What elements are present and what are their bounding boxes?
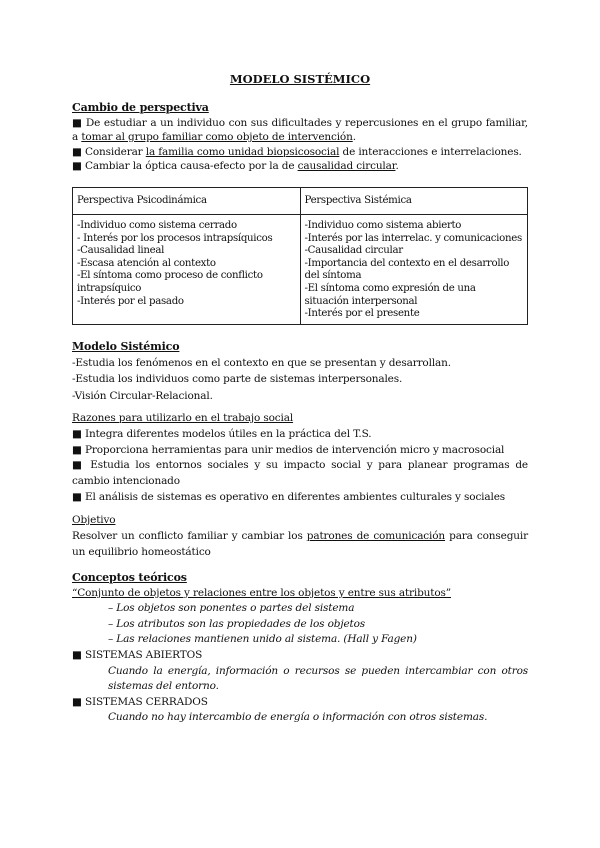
objetivo-text-underlined: patrones de comunicación [306, 529, 446, 542]
cambio-bullet-3-end: . [395, 160, 399, 173]
table-item: -El síntoma como proceso de conflicto [77, 270, 263, 282]
page-title: MODELO SISTÉMICO [229, 72, 371, 86]
conceptos-definition: “Conjunto de objetos y relaciones entre los objetos y entre sus atributos” [72, 586, 451, 599]
list-item: ■ Estudia los entornos sociales y su impacto social y para planear programas de cambio intencionado [72, 459, 528, 488]
table-header-sistemica: Perspectiva Sistémica [300, 188, 528, 215]
list-item: ■ Integra diferentes modelos útiles en la práctica del T.S. [72, 427, 372, 440]
objetivo-text-end: para conseguir un equilibrio homeostático [72, 529, 528, 558]
table-item: -Individuo como sistema cerrado [77, 220, 237, 231]
list-item: -Estudia los individuos como parte de sistemas interpersonales. [72, 373, 403, 386]
list-item: -Visión Circular-Relacional. [72, 389, 213, 402]
objetivo-section [72, 513, 528, 560]
table-item: del síntoma [304, 270, 362, 282]
cambio-bullet-3-text: ■ Cambiar la óptica causa-efecto por la de [72, 160, 298, 173]
cambio-bullet-3 [72, 159, 528, 174]
objetivo-text [72, 529, 528, 561]
modelo-section [72, 339, 528, 404]
cambio-bullet-1-text: ■ De estudiar a un individuo con sus dificultades y repercusiones en el grupo familiar, a [72, 116, 528, 144]
table-cell-sistemica [300, 215, 528, 325]
table-item: -El síntoma como expresión de una [304, 282, 476, 294]
modelo-heading: Modelo Sistémico [72, 340, 180, 353]
list-item: ■ El análisis de sistemas es operativo en diferentes ambientes culturales y sociales [72, 490, 505, 503]
list-item: – Los objetos son ponentes o partes del sistema [108, 602, 355, 615]
table-item: -Escasa atención al contexto [77, 257, 216, 269]
table-item: -Interés por el pasado [77, 295, 184, 307]
list-item: – Los atributos son las propiedades de los objetos [108, 617, 365, 630]
sistemas-cerrados-label: ■ SISTEMAS CERRADOS [72, 695, 208, 708]
table-item: -Causalidad lineal [77, 245, 165, 257]
perspectiva-table [72, 187, 528, 325]
table-header-row [73, 188, 528, 215]
cambio-bullet-2 [72, 145, 528, 160]
cambio-bullet-1-underlined: tomar al grupo familiar como objeto de intervención [81, 131, 353, 144]
cambio-bullet-1 [72, 116, 528, 145]
conceptos-heading: Conceptos teóricos [72, 571, 187, 584]
table-cell-psicodinamica [73, 215, 301, 325]
cambio-heading: Cambio de perspectiva [72, 101, 209, 114]
table-item: -Individuo como sistema abierto [304, 220, 462, 231]
table-item: -Causalidad circular [304, 245, 403, 257]
razones-section [72, 411, 528, 506]
table-item: -Importancia del contexto en el desarrollo [304, 257, 510, 269]
table-body-row [73, 215, 528, 325]
list-item: -Estudia los fenómenos en el contexto en que se presentan y desarrollan. [72, 357, 451, 370]
sistemas-abiertos-label: ■ SISTEMAS ABIERTOS [72, 648, 203, 661]
cambio-bullet-1-end: . [352, 131, 356, 144]
cambio-bullet-3-underlined: causalidad circular [297, 160, 396, 173]
sistemas-abiertos-text: Cuando la energía, información o recursos se pueden intercambiar con otros sistemas del entorno. [108, 664, 528, 693]
conceptos-section [72, 570, 528, 726]
table-item: - Interés por los procesos intrapsíquicos [77, 232, 273, 244]
table-header-psicodinamica: Perspectiva Psicodinámica [73, 188, 301, 215]
cambio-bullet-2-text: ■ Considerar [72, 145, 146, 158]
cambio-section [72, 101, 528, 174]
perspectiva-table-wrapper [72, 187, 528, 325]
table-item: -Interés por las interrelac. y comunicaciones [304, 232, 522, 244]
table-item: -Interés por el presente [304, 308, 420, 320]
list-item: ■ Proporciona herramientas para unir medios de intervención micro y macrosocial [72, 443, 505, 456]
table-item: intrapsíquico [77, 282, 142, 294]
cambio-bullet-2-end: de interacciones e interrelaciones. [339, 145, 522, 158]
objetivo-text-pre: Resolver un conflicto familiar y cambiar los [72, 529, 307, 542]
sistemas-cerrados-text: Cuando no hay intercambio de energía o información con otros sistemas. [108, 711, 488, 724]
objetivo-heading: Objetivo [72, 514, 116, 526]
cambio-bullet-2-underlined: la familia como unidad biopsicosocial [145, 145, 340, 158]
table-item: situación interpersonal [304, 295, 418, 307]
razones-heading: Razones para utilizarlo en el trabajo social [72, 412, 294, 424]
list-item: – Las relaciones mantienen unido al sistema. (Hall y Fagen) [108, 633, 417, 646]
